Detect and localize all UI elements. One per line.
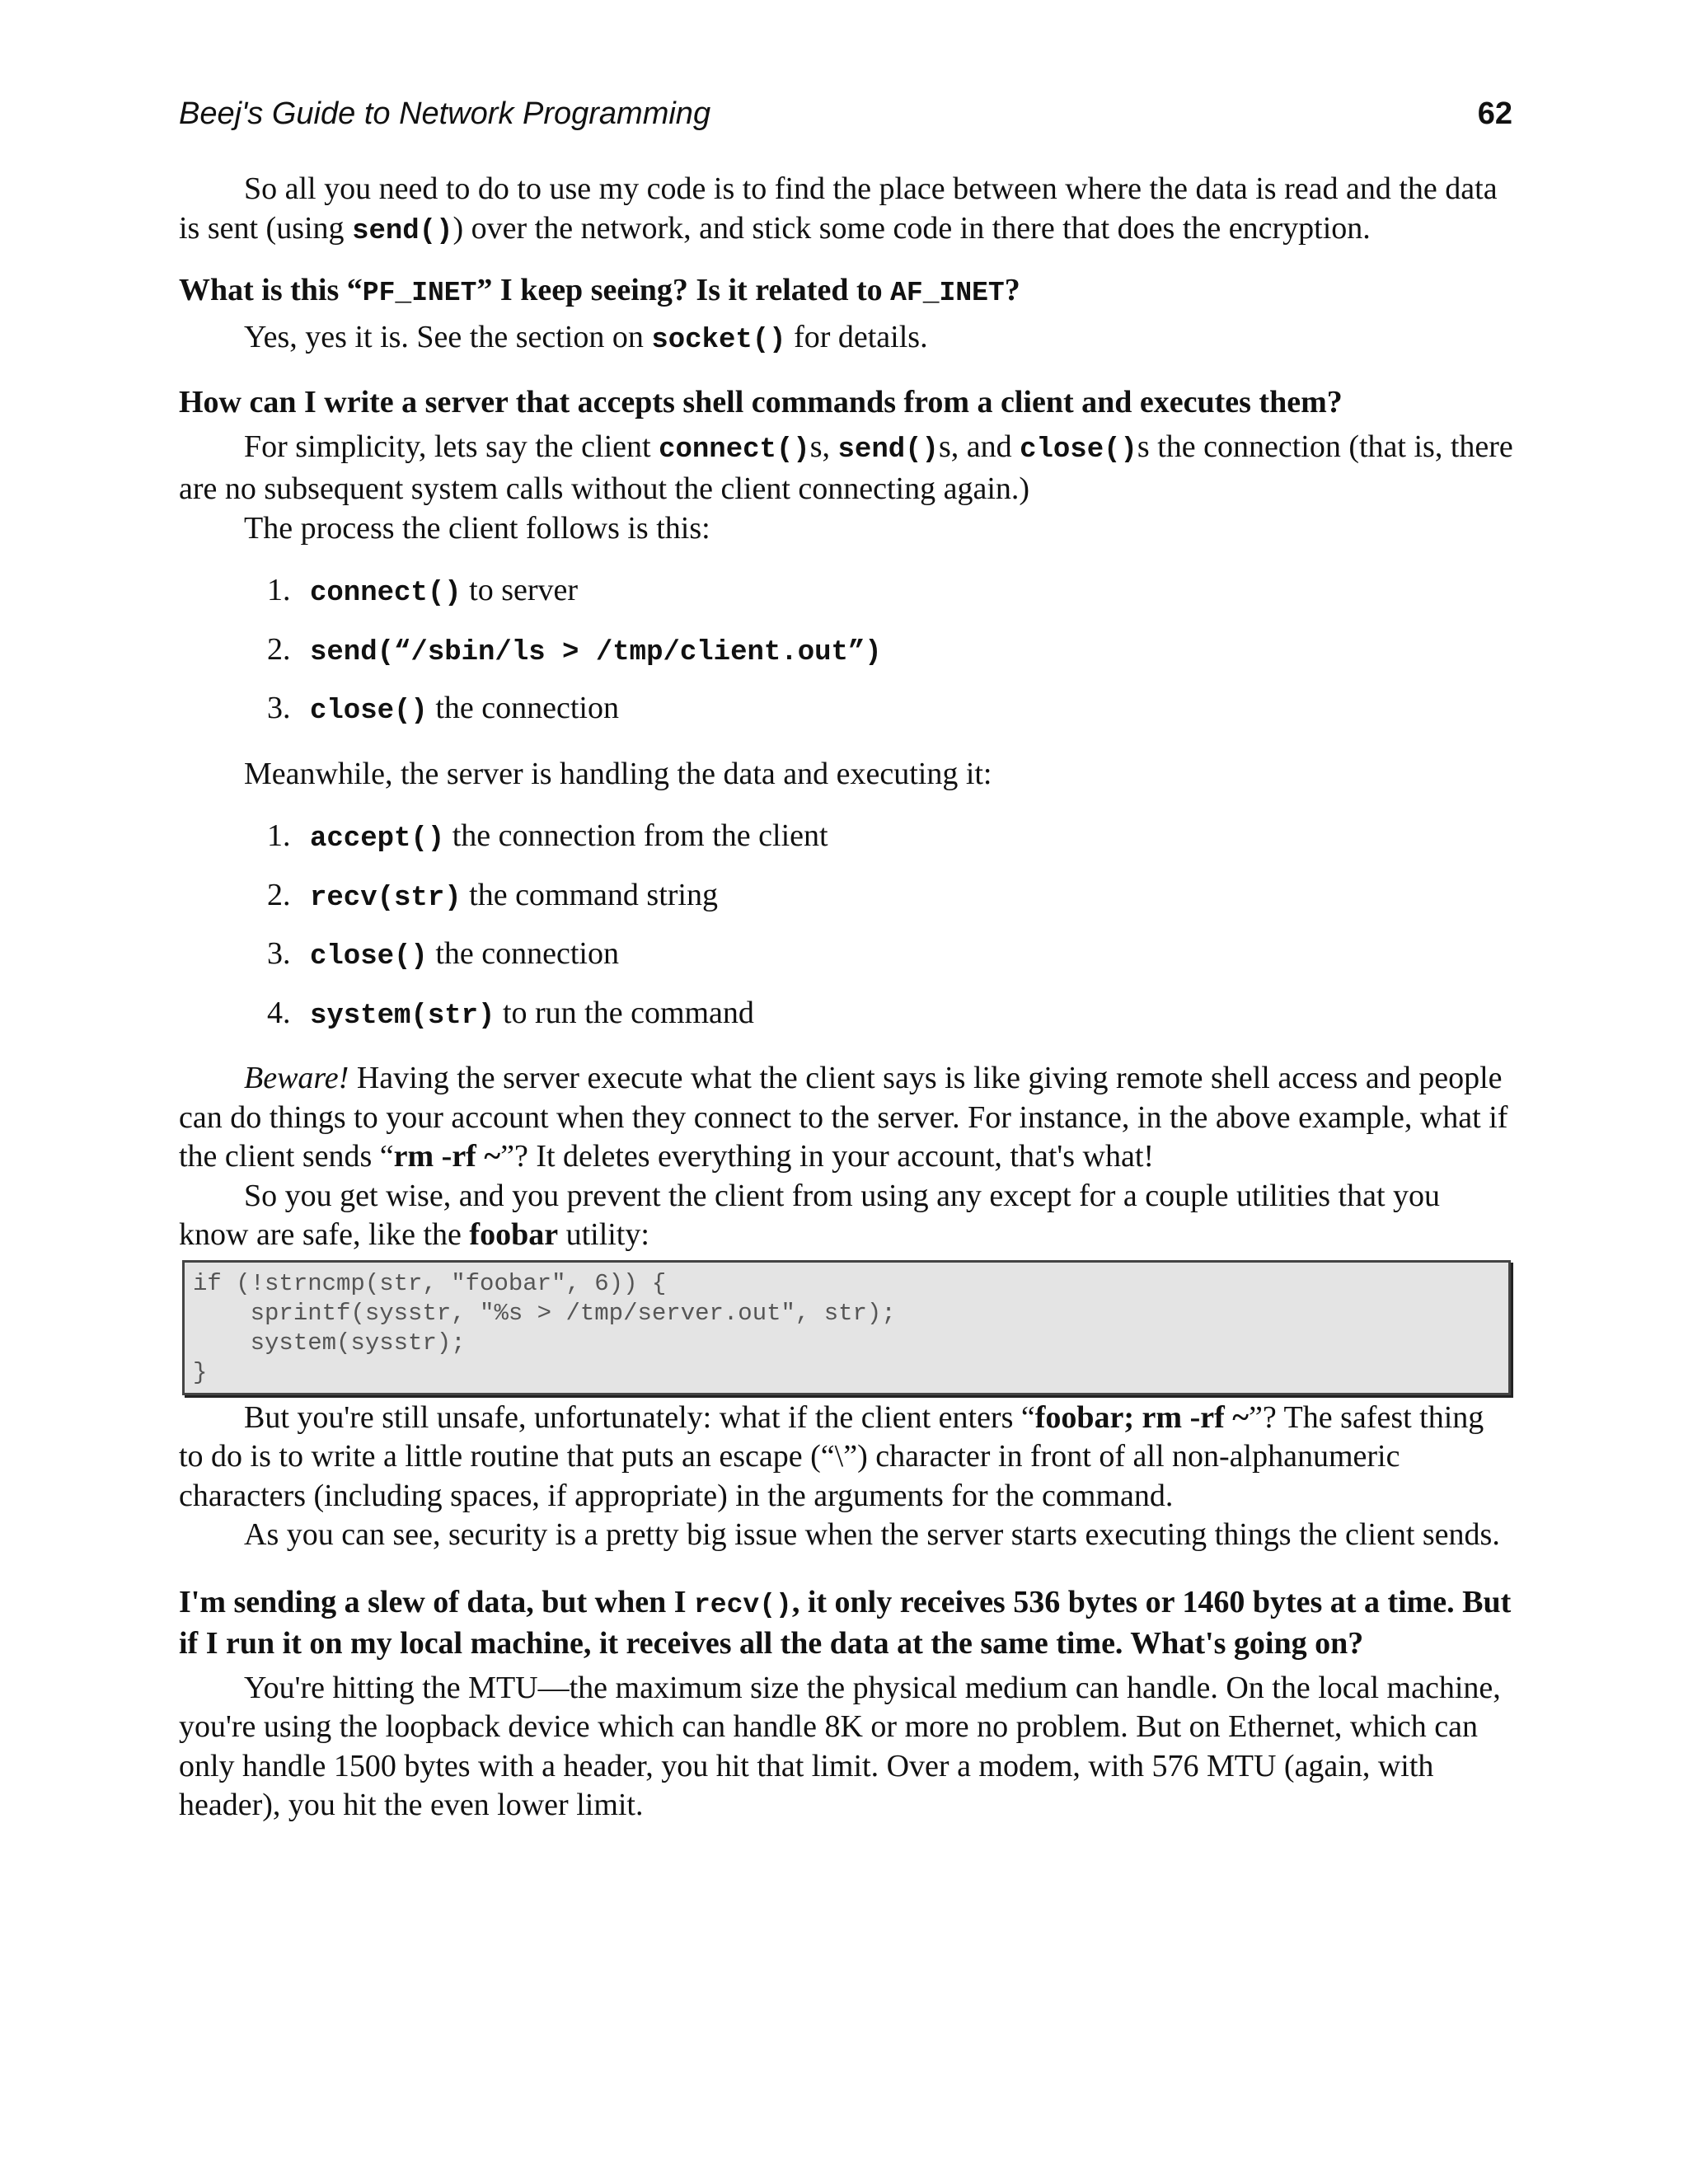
list-number: 2. [267, 877, 291, 912]
bold-text: foobar; rm -rf ~ [1034, 1399, 1250, 1435]
text-run: s the connection (that is, there are no subsequent system calls without the client connecting again.) [179, 429, 1513, 506]
text-run: the connection from the client [444, 818, 828, 853]
text-run: For simplicity, lets say the client [244, 429, 659, 464]
list-item [179, 935, 1514, 977]
list-item [179, 817, 1514, 860]
text-run: to server [461, 573, 579, 607]
list-number: 3. [267, 691, 291, 725]
inline-code: connect() [659, 434, 810, 466]
inline-code: close() [310, 941, 428, 972]
page-number: 62 [1477, 96, 1512, 131]
list-number: 1. [267, 573, 291, 607]
text-run: So you get wise, and you prevent the client from using any except for a couple utilities that you know are safe, like the [179, 1178, 1441, 1252]
list-item [179, 689, 1514, 732]
intro-paragraph [179, 170, 1514, 251]
inline-code: close() [310, 696, 428, 727]
text-run: the command string [461, 877, 718, 912]
security-paragraph: As you can see, security is a pretty big issue when the server starts executing things the client sends. [244, 1517, 1500, 1552]
text-run: s, and [938, 429, 1020, 464]
text-run: , it only receives 536 bytes or 1460 bytes at a time. But if I run it on my local machine, it receives all the data at the same time. What's going on? [179, 1584, 1512, 1661]
bold-text: rm -rf ~ [393, 1139, 501, 1174]
text-run: But you're still unsafe, unfortunately: what if the client enters “ [244, 1399, 1035, 1435]
client-steps-list [179, 571, 1514, 732]
page-content [179, 170, 1514, 1825]
inline-code: PF_INET [362, 278, 477, 308]
emphasis-text: Beware! [244, 1061, 349, 1095]
answer-pf-inet [179, 318, 1514, 361]
text-run: the connection [427, 691, 619, 725]
inline-code: recv(str) [310, 882, 462, 914]
question-shell-server: How can I write a server that accepts shell commands from a client and executes them? [179, 385, 1343, 419]
inline-code: system(str) [310, 1000, 495, 1032]
server-steps-list [179, 817, 1514, 1036]
inline-code: send() [837, 434, 939, 466]
inline-code: close() [1020, 434, 1137, 466]
text-run: ) over the network, and stick some code in there that does the encryption. [452, 210, 1371, 246]
text-run: So all you need to do to use my code is to find the place between where the data is read and the data is sent (using [179, 171, 1498, 246]
question-mtu [179, 1583, 1514, 1664]
beware-paragraph [179, 1059, 1514, 1177]
inline-code: AF_INET [890, 278, 1005, 308]
inline-code: socket() [651, 324, 786, 356]
list-item [179, 630, 1514, 673]
server-process-intro: Meanwhile, the server is handling the data and executing it: [244, 756, 992, 791]
text-run: the connection [427, 936, 619, 971]
list-item [179, 571, 1514, 614]
bold-text: foobar [469, 1217, 559, 1252]
inline-code: send() [352, 215, 453, 247]
client-process-intro: The process the client follows is this: [244, 510, 710, 546]
inline-code: send(“/sbin/ls > /tmp/client.out”) [310, 636, 882, 668]
question-pf-inet [179, 271, 1514, 313]
code-block: if (!strncmp(str, "foobar", 6)) { sprintf(sysstr, "%s > /tmp/server.out", str); system(sysstr); } [182, 1260, 1511, 1395]
text-run: ”? It deletes everything in your account, that's what! [500, 1139, 1155, 1174]
text-run: for details. [785, 319, 928, 354]
list-item [179, 876, 1514, 919]
book-title: Beej's Guide to Network Programming [179, 96, 711, 131]
list-item [179, 994, 1514, 1037]
inline-code: recv() [694, 1589, 792, 1620]
text-run: I'm sending a slew of data, but when I [179, 1584, 694, 1619]
unsafe-paragraph [179, 1399, 1514, 1516]
inline-code: accept() [310, 823, 445, 855]
wise-paragraph [179, 1177, 1514, 1255]
page-header [179, 91, 1512, 140]
text-run: ” I keep seeing? Is it related to [476, 273, 891, 307]
inline-code: connect() [310, 578, 462, 609]
text-run: utility: [558, 1217, 649, 1252]
text-run: s, [809, 429, 838, 464]
text-run: Yes, yes it is. See the section on [244, 319, 652, 354]
list-number: 1. [267, 818, 291, 853]
list-number: 3. [267, 936, 291, 971]
answer-shell-server [179, 428, 1514, 509]
text-run: ”? The safest thing to do is to write a little routine that puts an escape (“\”) character in front of all non-alphanumeric characters (including spaces, if appropriate) in the arguments for the command. [179, 1399, 1484, 1513]
answer-mtu: You're hitting the MTU—the maximum size the physical medium can handle. On the local machine, you're using the loopback device which can handle 8K or more no problem. But on Ethernet, which can only handle 1500 bytes with a header, you hit that limit. Over a modem, with 576 MTU (again, with header), you hit the even lower limit. [179, 1670, 1501, 1822]
text-run: Having the server execute what the client says is like giving remote shell access and people can do things to your account when they connect to the server. For instance, in the above example, what if the client sends “ [179, 1061, 1508, 1174]
list-number: 2. [267, 631, 291, 667]
text-run: ? [1004, 273, 1020, 307]
text-run: to run the command [495, 995, 754, 1030]
text-run: What is this “ [179, 273, 363, 307]
list-number: 4. [267, 995, 291, 1030]
